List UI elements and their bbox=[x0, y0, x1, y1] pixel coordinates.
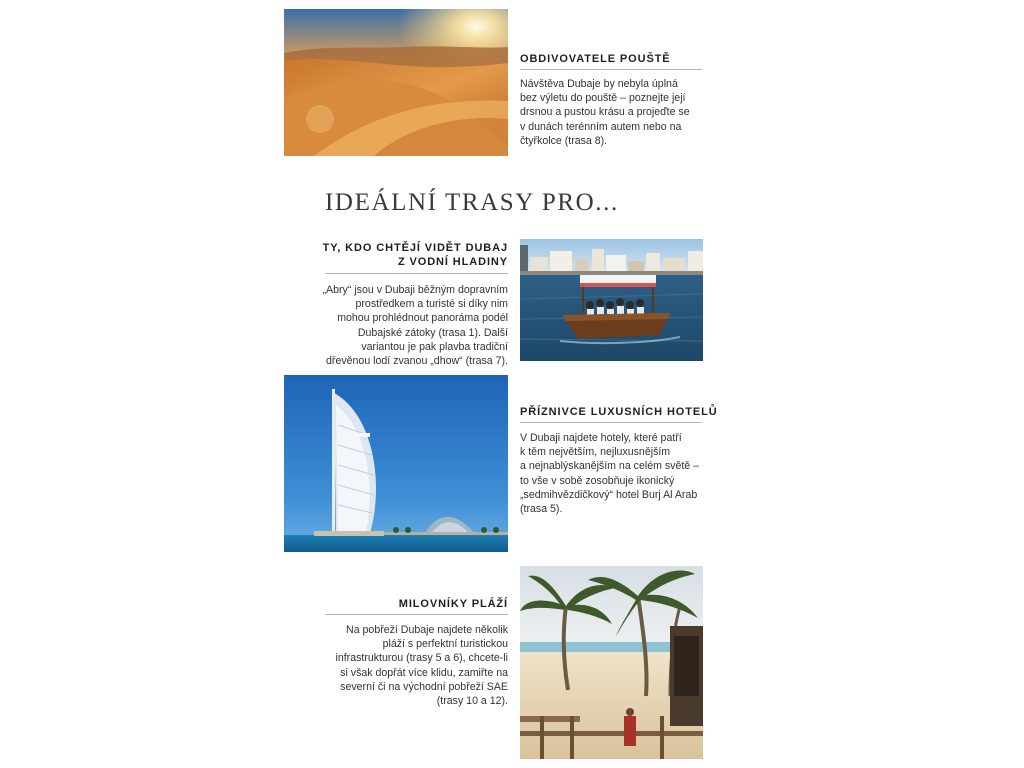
hotels-text: V Dubaji najdete hotely, které patří k těm největším, nejluxusnějším a nejnablýskanějším na celém světě – to vše v sobě zosobňuje ikonický „sedmihvězdičkový“ hotel Burj Al Arab (trasa 5). bbox=[520, 432, 700, 516]
hotels-divider bbox=[520, 422, 702, 423]
beaches-heading: MILOVNÍKY PLÁŽÍ bbox=[398, 598, 508, 610]
water-divider bbox=[325, 273, 508, 274]
water-text: „Abry“ jsou v Dubaji běžným dopravním prostředkem a turisté si díky nim mohou prohlédnout panoráma podél Dubajské zátoky (trasa 1). Další variantou je pak plavba tradiční dřevěnou lodí zvanou „dhow“ (trasa 7). bbox=[322, 284, 508, 368]
desert-photo bbox=[284, 9, 508, 156]
desert-text: Návštěva Dubaje by nebyla úplná bez výletu do pouště – poznejte její drsnou a pustou krásu a projeďte se v dunách terénním autem nebo na čtyřkolce (trasa 8). bbox=[520, 78, 690, 147]
desert-divider bbox=[520, 69, 702, 70]
desert-heading: OBDIVOVATELE POUŠTĚ bbox=[520, 53, 671, 65]
water-heading-line1: TY, KDO CHTĚJÍ VIDĚT DUBAJ bbox=[322, 242, 508, 254]
palm-beach-photo bbox=[520, 566, 703, 759]
water-heading bbox=[318, 241, 508, 269]
beaches-text: Na pobřeží Dubaje najdete několik pláží s perfektní turistickou infrastrukturou (trasy 5 a 6), chcete-li si však dopřát více klidu, zamiřte na severní či na východní pobřeží SAE (trasy 10 a 12). bbox=[335, 624, 508, 708]
section-title: IDEÁLNÍ TRASY PRO... bbox=[325, 189, 619, 216]
abra-boat-photo bbox=[520, 239, 703, 361]
beaches-divider bbox=[325, 614, 508, 615]
water-heading-line2: Z VODNÍ HLADINY bbox=[397, 256, 508, 268]
burj-al-arab-photo bbox=[284, 375, 508, 552]
hotels-heading: PŘÍZNIVCE LUXUSNÍCH HOTELŮ bbox=[520, 406, 718, 418]
